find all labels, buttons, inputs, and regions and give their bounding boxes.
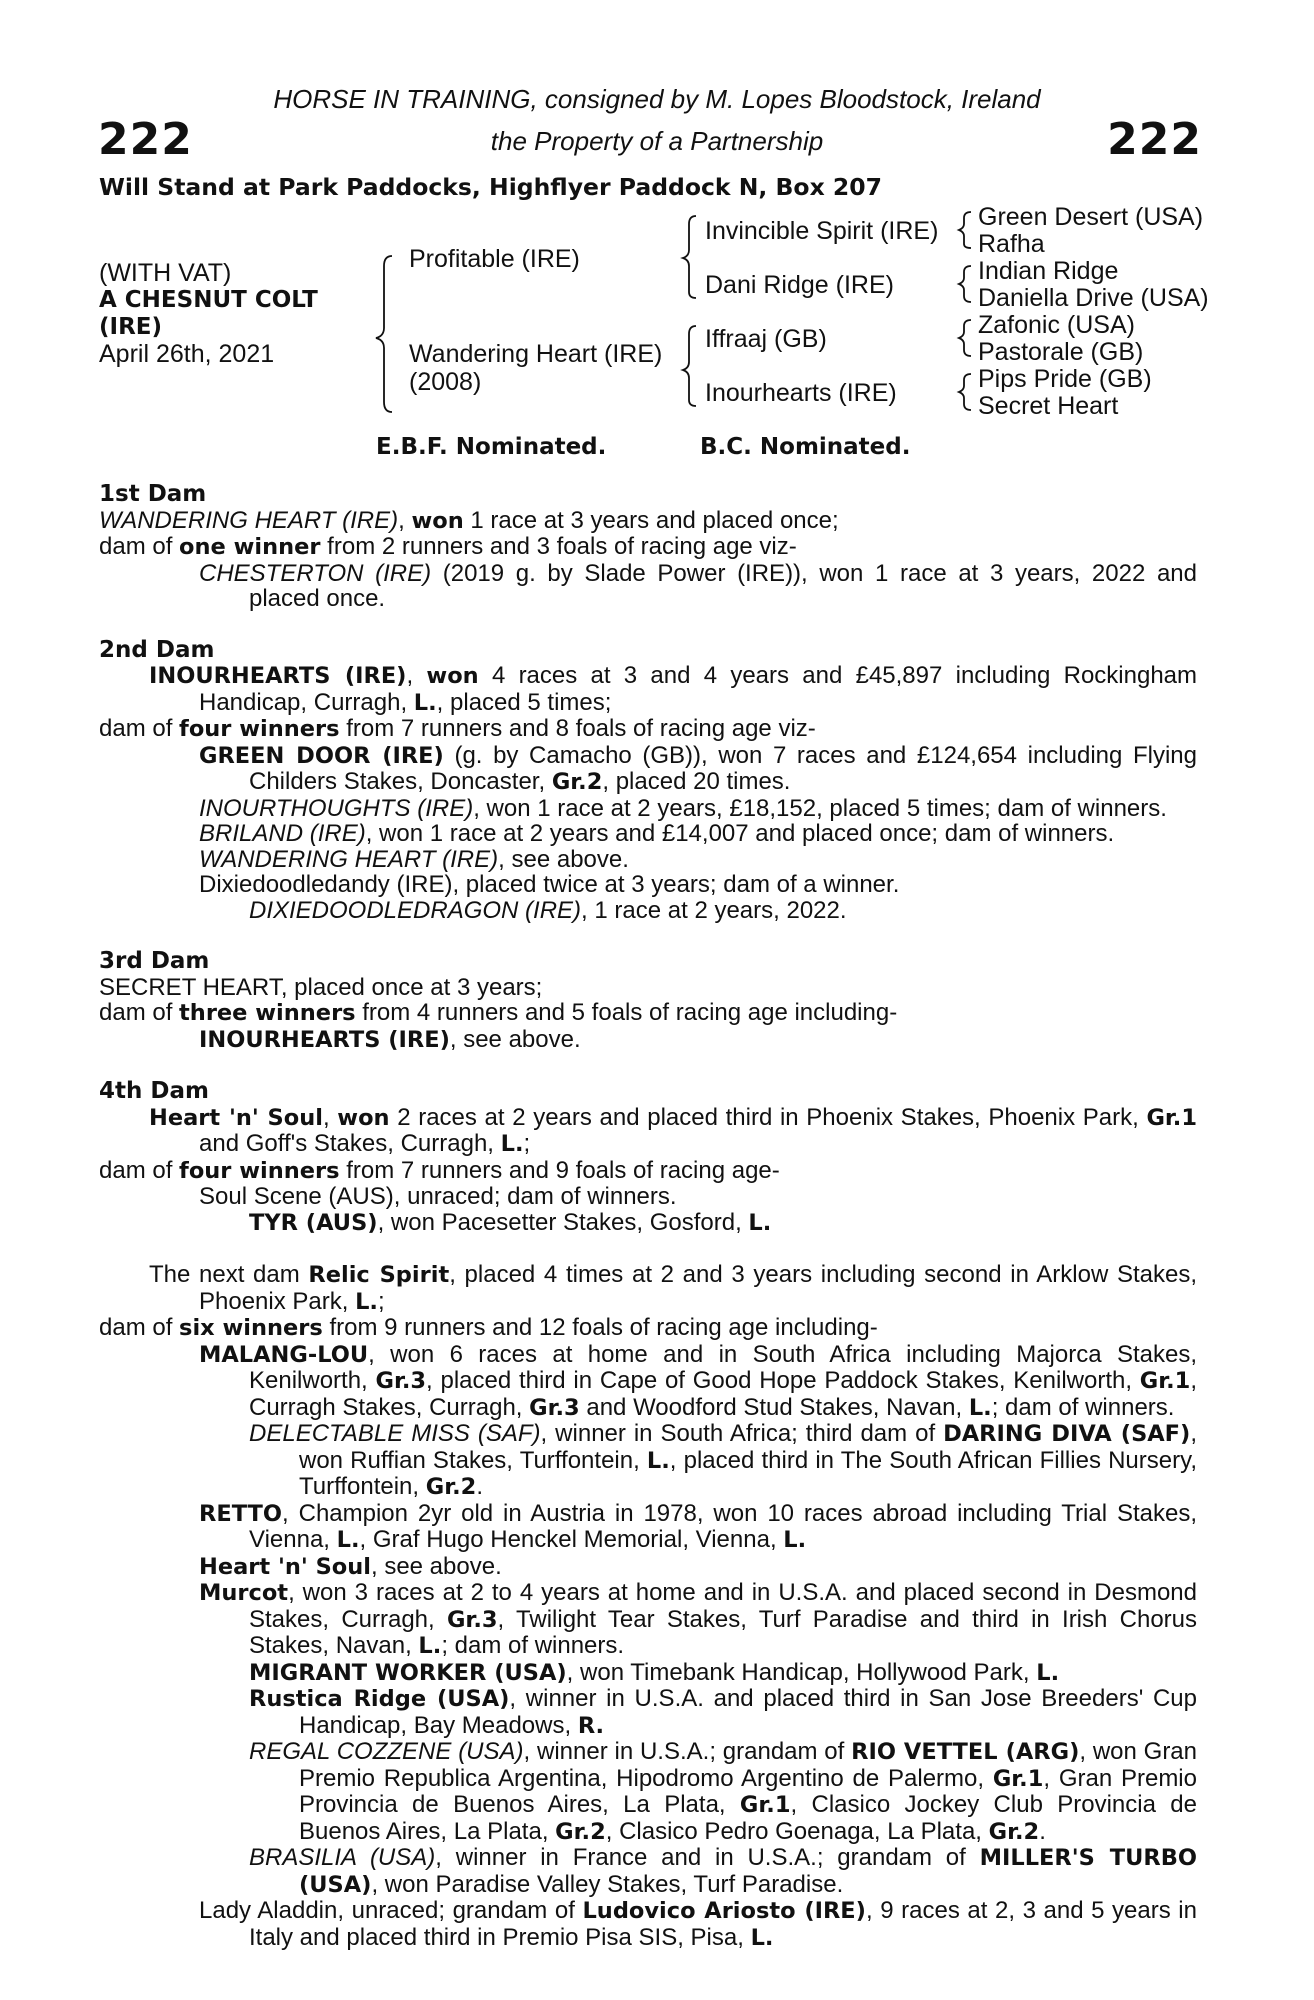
text-run: , won Gran Premio Republica Argentina, Hipodromo Argentino de Palermo, <box>299 1738 1198 1792</box>
text-run: ; <box>523 1130 531 1157</box>
text-run: from 2 runners and 3 foals of racing age viz- <box>320 533 797 560</box>
great-grandparent: Daniella Drive (USA) <box>978 284 1209 312</box>
text-run: and Woodford Stud Stakes, Navan, <box>579 1393 969 1421</box>
text-run: , winner in U.S.A.; grandam of <box>523 1738 852 1765</box>
bold-text: one winner <box>179 534 321 560</box>
bold-text: Relic Spirit <box>308 1262 450 1288</box>
bold-text: Gr.2 <box>555 1818 606 1845</box>
italic-text: WANDERING HEART (IRE) <box>99 506 399 534</box>
text-run: , won 1 race at 2 years and £14,007 and placed once; dam of winners. <box>365 820 1115 847</box>
text-run: , Curragh Stakes, Curragh, <box>249 1367 1197 1421</box>
dam-section <box>99 949 1197 1053</box>
bold-text: MALANG-LOU <box>199 1341 369 1368</box>
family-entry <box>99 1210 1197 1237</box>
horse-name: A CHESNUT COLT <box>99 287 318 313</box>
text-run: , see above. <box>370 1552 502 1580</box>
bold-text: RETTO <box>199 1500 283 1527</box>
bold-text: L. <box>646 1447 670 1474</box>
text-run: , 1 race at 2 years, 2022. <box>581 896 847 924</box>
family-entry <box>99 1898 1197 1951</box>
bold-text: won <box>426 663 479 689</box>
bold-text: L. <box>355 1288 378 1315</box>
text-run: , Clasico Jockey Club Provincia de Buenos Aires, La Plata, <box>299 1791 1197 1845</box>
bold-text: four winners <box>179 716 340 742</box>
dam-section <box>99 1262 1197 1951</box>
bold-text: L. <box>750 1924 774 1951</box>
dam: Wandering Heart (IRE) <box>409 340 663 368</box>
family-entry <box>99 1342 1197 1422</box>
text-run: , Twilight Tear Stakes, Turf Paradise and third in Irish Chorus Stakes, Navan, <box>249 1605 1198 1659</box>
bold-text: INOURHEARTS (IRE) <box>149 663 407 689</box>
bracket-dam <box>683 326 696 406</box>
italic-text: BRILAND (IRE) <box>199 820 366 847</box>
text-run: , <box>406 662 427 689</box>
great-grandparent: Pips Pride (GB) <box>978 365 1152 393</box>
text-run: dam of <box>99 1314 180 1341</box>
bold-text: GREEN DOOR (IRE) <box>199 742 444 769</box>
consignor-line: HORSE IN TRAINING, consigned by M. Lopes Bloodstock, Ireland <box>273 84 1041 114</box>
bracket-sire <box>683 216 696 298</box>
text-run: , see above. <box>449 1025 581 1053</box>
italic-text: WANDERING HEART (IRE) <box>199 845 499 873</box>
dam-section <box>99 482 1197 612</box>
bold-text: L. <box>336 1527 360 1553</box>
horse-country: (IRE) <box>99 314 163 340</box>
text-run: , won 1 race at 2 years, £18,152, placed 5 times; dam of winners. <box>473 794 1167 822</box>
dam-section <box>99 1079 1197 1236</box>
bold-text: Gr.1 <box>1139 1368 1191 1394</box>
family-entry <box>99 975 1197 1001</box>
bracket-gg2 <box>959 266 971 302</box>
dam-year: (2008) <box>409 368 482 396</box>
text-run: , placed third in The South African Fillies Nursery, Turffontein, <box>299 1446 1197 1500</box>
family-entry <box>99 561 1197 612</box>
family-entry <box>99 663 1197 716</box>
bold-text: L. <box>968 1394 992 1421</box>
bold-text: L. <box>748 1209 772 1236</box>
text-run: from 7 runners and 9 foals of racing age- <box>339 1156 780 1184</box>
text-run: dam of <box>99 715 180 742</box>
great-grandparent: Pastorale (GB) <box>978 338 1144 366</box>
text-run: The next dam <box>149 1261 309 1288</box>
bold-text: Gr.3 <box>375 1368 427 1394</box>
text-run: ; dam of winners. <box>991 1393 1175 1421</box>
text-run: , Gran Premio Provincia de Buenos Aires, La Plata, <box>299 1764 1197 1818</box>
text-run: , winner in U.S.A. and placed third in San Jose Breeders' Cup Handicap, Bay Meadows, <box>299 1685 1197 1739</box>
family-entry <box>99 508 1197 535</box>
bold-text: Gr.1 <box>739 1792 791 1818</box>
text-run: Soul Scene (AUS), unraced; dam of winners. <box>199 1183 677 1210</box>
bold-text: won <box>411 507 464 534</box>
text-run: SECRET HEART, placed once at 3 years; <box>99 973 543 1001</box>
bracket-gg3 <box>959 320 971 356</box>
bold-text: INOURHEARTS (IRE) <box>199 1026 450 1053</box>
sire-sire: Invincible Spirit (IRE) <box>705 217 939 245</box>
section-heading: 3rd Dam <box>99 948 210 974</box>
text-run: , placed 4 times at 2 and 3 years including second in Arklow Stakes, Phoenix Park, <box>199 1261 1197 1315</box>
text-run: , see above. <box>498 845 629 873</box>
dam-sire: Iffraaj (GB) <box>705 325 827 353</box>
text-run: . <box>1039 1817 1046 1845</box>
text-run: from 7 runners and 8 foals of racing age viz- <box>339 715 816 742</box>
family-entry <box>99 534 1197 561</box>
text-run: , placed 20 times. <box>602 768 791 795</box>
sire: Profitable (IRE) <box>409 245 580 273</box>
family-entry <box>99 1686 1197 1739</box>
bold-text: L. <box>413 689 437 716</box>
stand-location: Will Stand at Park Paddocks, Highflyer Paddock N, Box 207 <box>99 173 882 201</box>
text-run: (g. by Camacho (GB)), won 7 races and £124,654 including Flying Childers Stakes, Doncaster, <box>249 741 1197 795</box>
italic-text: CHESTERTON (IRE) <box>199 559 432 587</box>
lot-number-right: 222 <box>1107 114 1202 165</box>
family-entry <box>99 847 1197 873</box>
bold-text: Heart 'n' Soul <box>149 1104 323 1131</box>
great-grandparent: Secret Heart <box>978 392 1119 420</box>
bold-text: Rustica Ridge (USA) <box>249 1686 510 1712</box>
bold-text: Gr.2 <box>425 1474 477 1500</box>
family-entry <box>99 1501 1197 1554</box>
property-line: the Property of a Partnership <box>490 126 824 156</box>
family-entry <box>99 1315 1197 1342</box>
text-run: , won 3 races at 2 to 4 years at home and in U.S.A. and placed second in Desmond Stakes, Curragh, <box>249 1579 1197 1633</box>
ebf-nomination: E.B.F. Nominated. <box>376 434 607 460</box>
lot-number-left: 222 <box>98 114 193 165</box>
family-entry <box>99 1105 1197 1158</box>
text-run: , <box>398 506 412 534</box>
family-entry <box>99 1262 1197 1315</box>
text-run: dam of <box>99 999 180 1026</box>
bold-text: Gr.1 <box>1146 1104 1197 1131</box>
family-entry <box>99 1027 1197 1054</box>
vat-status: (WITH VAT) <box>99 259 232 287</box>
bracket-main <box>376 256 392 412</box>
text-run: . <box>476 1473 483 1500</box>
bold-text: Gr.3 <box>529 1394 580 1421</box>
bold-text: TYR (AUS) <box>249 1209 378 1236</box>
text-run: , Champion 2yr old in Austria in 1978, won 10 races abroad including Trial Stakes, Vienna, <box>249 1499 1197 1553</box>
bold-text: L. <box>1036 1659 1060 1686</box>
text-run: , <box>322 1103 338 1131</box>
bold-text: L. <box>418 1633 442 1659</box>
family-entry <box>99 821 1197 847</box>
great-grandparent: Indian Ridge <box>978 257 1119 285</box>
text-run: (2019 g. by Slade Power (IRE)), won 1 race at 3 years, 2022 and placed once. <box>249 559 1198 612</box>
text-run: 1 race at 3 years and placed once; <box>463 506 839 534</box>
bold-text: won <box>337 1104 390 1131</box>
text-run: , placed third in Cape of Good Hope Paddock Stakes, Kenilworth, <box>426 1367 1140 1394</box>
italic-text: BRASILIA (USA) <box>249 1844 436 1871</box>
family-entry <box>99 716 1197 743</box>
sire-dam: Dani Ridge (IRE) <box>705 271 894 299</box>
text-run: , winner in France and in U.S.A.; grandam of <box>435 1844 980 1871</box>
family-entry <box>99 1660 1197 1687</box>
text-run: , won 6 races at home and in South Africa including Majorca Stakes, Kenilworth, <box>249 1340 1197 1394</box>
foaling-date: April 26th, 2021 <box>99 340 275 368</box>
bold-text: six winners <box>179 1315 323 1341</box>
family-entry <box>99 743 1197 796</box>
bold-text: Gr.2 <box>551 769 603 795</box>
family-entry <box>99 1000 1197 1027</box>
bold-text: R. <box>577 1712 605 1739</box>
text-run: Lady Aladdin, unraced; grandam of <box>199 1897 583 1924</box>
text-run: , won Pacesetter Stakes, Gosford, <box>377 1208 749 1236</box>
text-run: 4 races at 3 and 4 years and £45,897 including Rockingham Handicap, Curragh, <box>199 662 1198 716</box>
bold-text: Murcot <box>199 1580 289 1606</box>
bold-text: RIO VETTEL (ARG) <box>851 1739 1080 1765</box>
text-run: 2 races at 2 years and placed third in Phoenix Stakes, Phoenix Park, <box>389 1103 1147 1131</box>
family-entry <box>99 1184 1197 1210</box>
text-run: ; <box>377 1287 385 1315</box>
text-run: ; dam of winners. <box>441 1632 625 1659</box>
italic-text: REGAL COZZENE (USA) <box>249 1738 524 1765</box>
family-entry <box>99 872 1197 898</box>
bracket-gg1 <box>959 212 971 248</box>
text-run: , won Paradise Valley Stakes, Turf Paradise. <box>371 1870 844 1898</box>
text-run: and Goff's Stakes, Curragh, <box>199 1130 501 1157</box>
bc-nomination: B.C. Nominated. <box>700 434 911 460</box>
great-grandparent: Rafha <box>978 230 1045 258</box>
text-run: dam of <box>99 533 180 560</box>
family-entry <box>99 796 1197 822</box>
text-run: , won Timebank Handicap, Hollywood Park, <box>566 1658 1037 1686</box>
family-entry <box>99 1845 1197 1898</box>
family-entry <box>99 1158 1197 1185</box>
text-run: , placed 5 times; <box>436 688 612 716</box>
family-entry <box>99 1421 1197 1501</box>
great-grandparent: Zafonic (USA) <box>978 311 1135 339</box>
family-entry <box>99 1580 1197 1660</box>
bold-text: Gr.3 <box>446 1606 498 1633</box>
text-run: from 9 runners and 12 foals of racing age including- <box>322 1314 878 1341</box>
bold-text: Ludovico Ariosto (IRE) <box>582 1898 866 1924</box>
great-grandparent: Green Desert (USA) <box>978 203 1204 231</box>
text-run: , winner in South Africa; third dam of <box>540 1420 944 1447</box>
section-heading: 1st Dam <box>99 481 207 507</box>
italic-text: INOURTHOUGHTS (IRE) <box>199 794 474 822</box>
section-heading: 2nd Dam <box>99 636 215 663</box>
text-run: , Graf Hugo Henckel Memorial, Vienna, <box>359 1526 784 1553</box>
family-entry <box>99 1554 1197 1581</box>
bold-text: Gr.2 <box>988 1818 1040 1845</box>
family-entry <box>99 1739 1197 1845</box>
dam-dam: Inourhearts (IRE) <box>705 379 897 407</box>
bold-text: L. <box>783 1527 807 1553</box>
italic-text: DELECTABLE MISS (SAF) <box>249 1420 541 1447</box>
text-run: , Clasico Pedro Goenaga, La Plata, <box>605 1817 989 1845</box>
text-run: , 9 races at 2, 3 and 5 years in Italy and placed third in Premio Pisa SIS, Pisa, <box>249 1897 1197 1951</box>
bracket-gg4 <box>959 374 971 410</box>
bold-text: Heart 'n' Soul <box>199 1553 371 1580</box>
bold-text: three winners <box>179 1000 356 1026</box>
family-details <box>99 482 1197 1951</box>
bold-text: L. <box>500 1131 524 1157</box>
family-entry <box>99 898 1197 924</box>
dam-section <box>99 638 1197 924</box>
text-run: from 4 runners and 5 foals of racing age including- <box>355 999 898 1026</box>
section-heading: 4th Dam <box>99 1078 209 1104</box>
bold-text: four winners <box>179 1157 340 1184</box>
text-run: dam of <box>99 1156 180 1184</box>
text-run: , won Ruffian Stakes, Turffontein, <box>299 1420 1198 1474</box>
text-run: Dixiedoodledandy (IRE), placed twice at 3 years; dam of a winner. <box>199 871 900 898</box>
bold-text: MILLER'S TURBO (USA) <box>299 1845 1198 1898</box>
bold-text: MIGRANT WORKER (USA) <box>249 1659 567 1686</box>
italic-text: DIXIEDOODLEDRAGON (IRE) <box>249 896 582 924</box>
bold-text: Gr.1 <box>992 1765 1044 1792</box>
bold-text: DARING DIVA (SAF) <box>943 1421 1191 1447</box>
